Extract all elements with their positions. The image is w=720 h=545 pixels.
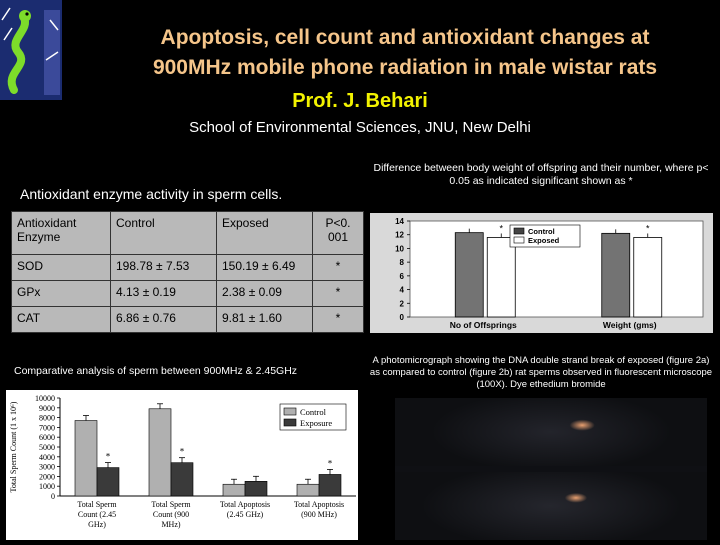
- y-tick-label: 14: [395, 217, 404, 226]
- legend-swatch: [514, 228, 524, 234]
- y-tick-label: 5000: [39, 443, 55, 452]
- author-name: Prof. J. Behari: [292, 90, 428, 112]
- legend-label: Control: [300, 407, 326, 417]
- y-tick-label: 2000: [39, 472, 55, 482]
- affiliation: School of Environmental Sciences, JNU, New Delhi: [189, 119, 531, 136]
- significance-mark: *: [645, 223, 650, 234]
- y-tick-label: 7000: [39, 423, 55, 433]
- table-cell: *: [313, 255, 364, 281]
- micrograph-control-image: [395, 472, 707, 540]
- bar-exposure: [97, 468, 119, 496]
- table-cell: 150.19 ± 6.49: [217, 255, 313, 281]
- bar-exposed: [487, 237, 515, 317]
- category-label: Weight (gms): [602, 320, 657, 330]
- table-cell: CAT: [12, 307, 111, 333]
- bar-exposure: [245, 481, 267, 496]
- legend-label: Exposed: [528, 236, 560, 245]
- y-tick-label: 0: [51, 492, 55, 501]
- y-tick-label: 2: [399, 299, 404, 309]
- weight-bar-chart: [370, 213, 713, 333]
- significance-mark: *: [499, 223, 504, 234]
- table-cell: 6.86 ± 0.76: [111, 307, 217, 333]
- legend-label: Exposure: [300, 418, 333, 428]
- significance-mark: *: [327, 458, 333, 469]
- y-tick-label: 4000: [39, 452, 55, 462]
- bar-control: [75, 421, 97, 496]
- y-tick-label: 12: [395, 230, 404, 240]
- legend-swatch: [284, 408, 296, 415]
- bar-exposure: [319, 474, 341, 496]
- significance-mark: *: [105, 451, 111, 462]
- category-label: No of Offsprings: [449, 320, 517, 330]
- table-row: [12, 255, 364, 281]
- slide-title-line2: 900MHz mobile phone radiation in male wistar rats: [152, 56, 658, 79]
- category-label: Total Apoptosis (900 MHz): [293, 500, 345, 519]
- y-tick-label: 8: [399, 258, 404, 268]
- y-tick-label: 3000: [39, 462, 55, 472]
- sperm-bar-chart: [6, 390, 358, 540]
- table-header-row: [12, 212, 364, 255]
- significance-mark: *: [179, 446, 185, 457]
- bar-control: [149, 409, 171, 496]
- table-cell: SOD: [12, 255, 111, 281]
- bar-exposure: [171, 463, 193, 496]
- header-cell: P<0. 001: [313, 212, 364, 255]
- sperm-chart-title: Comparative analysis of sperm between 900MHz & 2.45GHz: [14, 365, 298, 377]
- photomicrograph: [395, 398, 707, 540]
- table-cell: *: [313, 281, 364, 307]
- table-row: [12, 281, 364, 307]
- table-cell: *: [313, 307, 364, 333]
- legend-swatch: [514, 237, 524, 243]
- slide-title-line1: Apoptosis, cell count and antioxidant changes at: [160, 26, 650, 49]
- table-title: Antioxidant enzyme activity in sperm cells.: [20, 186, 283, 202]
- table-cell: 9.81 ± 1.60: [217, 307, 313, 333]
- category-label: Total Sperm Count (2.45 GHz): [77, 500, 117, 529]
- header-cell: Antioxidant Enzyme: [12, 212, 111, 255]
- category-label: Total Sperm Count (900 MHz): [151, 500, 191, 529]
- y-tick-label: 1000: [39, 482, 55, 492]
- bar-control: [455, 233, 483, 317]
- bar-control: [223, 484, 245, 496]
- y-tick-label: 6: [399, 271, 404, 281]
- y-axis-label: Total Sperm Count (1 x 10⁶): [9, 401, 18, 493]
- legend-swatch: [284, 419, 296, 426]
- logo-image: [0, 0, 62, 100]
- bar-control: [602, 233, 630, 317]
- y-tick-label: 10000: [35, 394, 55, 403]
- table-cell: 2.38 ± 0.09: [217, 281, 313, 307]
- table-cell: 4.13 ± 0.19: [111, 281, 217, 307]
- photomicrograph-caption: A photomicrograph showing the DNA double strand break of exposed (figure 2a) as compared to control (figure 2b) rat sperms observed in fluorescent microscope (100X). Dye ethedium bromide: [369, 355, 713, 390]
- header-cell: Control: [111, 212, 217, 255]
- legend-label: Control: [528, 227, 555, 236]
- y-tick-label: 6000: [39, 433, 55, 443]
- weight-chart-caption: Difference between body weight of offspring and their number, where p< 0.05 as indicated significant shown as *: [373, 162, 709, 187]
- header-cell: Exposed: [217, 212, 313, 255]
- bar-control: [297, 484, 319, 496]
- y-tick-label: 9000: [39, 403, 55, 413]
- enzyme-table: [11, 211, 364, 333]
- y-tick-label: 10: [395, 244, 404, 254]
- y-tick-label: 8000: [39, 413, 55, 423]
- bar-exposed: [634, 237, 662, 317]
- table-cell: 198.78 ± 7.53: [111, 255, 217, 281]
- micrograph-exposed-image: [395, 398, 707, 466]
- category-label: Total Apoptosis (2.45 GHz): [219, 500, 271, 519]
- y-tick-label: 4: [399, 285, 404, 295]
- table-cell: GPx: [12, 281, 111, 307]
- y-tick-label: 0: [399, 313, 404, 322]
- table-row: [12, 307, 364, 333]
